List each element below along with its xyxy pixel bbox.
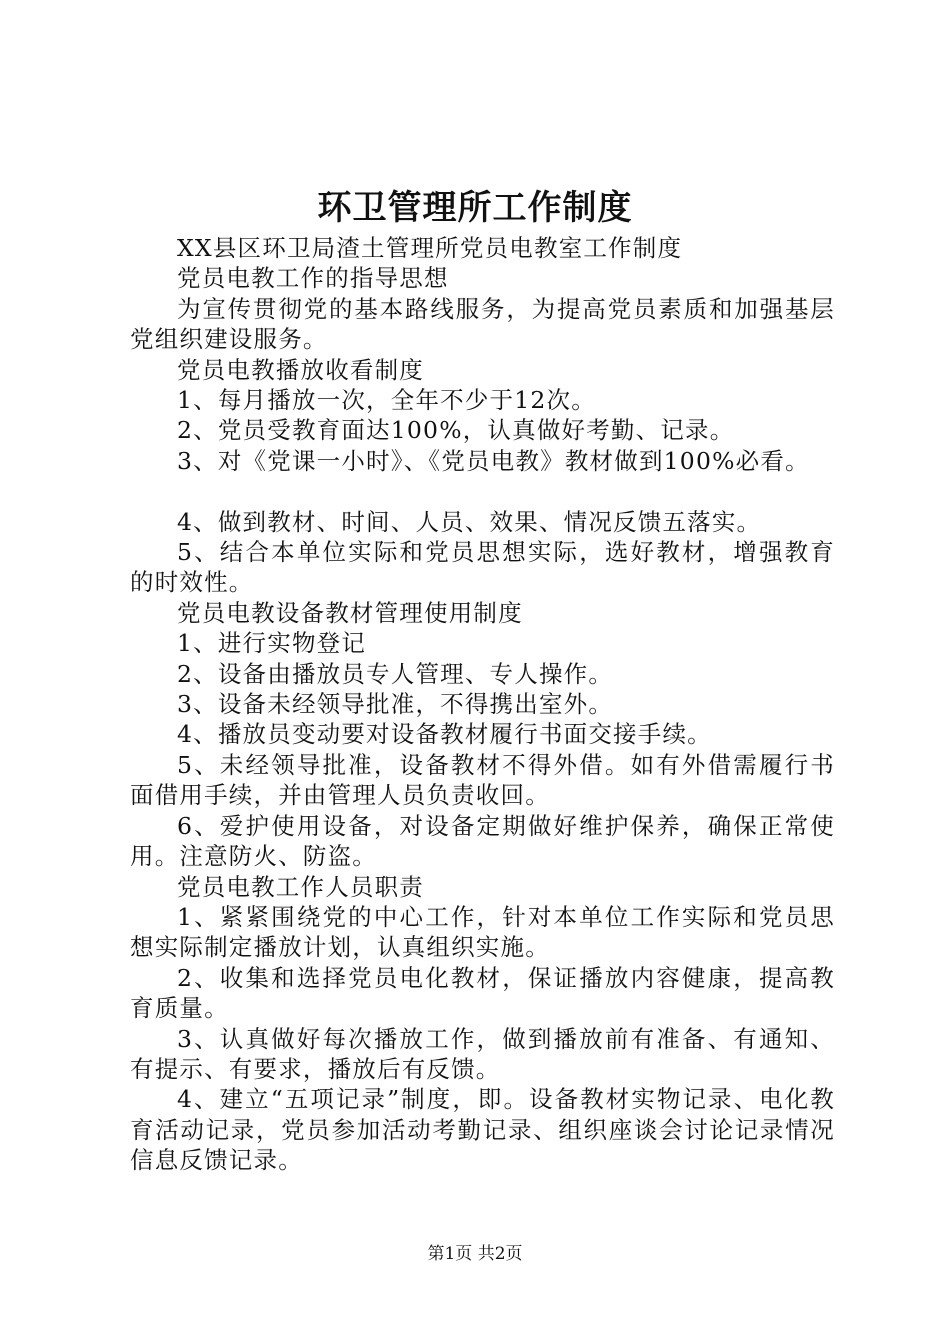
section-heading: 党员电教工作的指导思想 [177,264,449,293]
document-body [130,233,835,1176]
page-number: 第1页 共2页 [427,1244,523,1264]
list-item: 3、认真做好每次播放工作，做到播放前有准备、有通知、有提示、有要求，播放后有反馈。 [130,1024,835,1083]
list-item: 6、爱护使用设备，对设备定期做好维护保养，确保正常使用。注意防火、防盗。 [130,811,835,871]
paragraph: XX县区环卫局渣土管理所党员电教室工作制度 [177,234,683,262]
section-heading: 党员电教工作人员职责 [177,872,424,901]
list-item: 4、建立“五项记录”制度，即。设备教材实物记录、电化教育活动记录，党员参加活动考勤记录、组织座谈会讨论记录情况信息反馈记录。 [130,1085,835,1175]
section-heading: 党员电教播放收看制度 [177,355,424,384]
paragraph: 为宣传贯彻党的基本路线服务，为提高党员素质和加强基层党组织建设服务。 [130,294,835,354]
list-item: 1、紧紧围绕党的中心工作，针对本单位工作实际和党员思想实际制定播放计划，认真组织实施。 [130,902,835,962]
list-item: 2、党员受教育面达100%，认真做好考勤、记录。 [177,416,735,445]
list-item: 3、设备未经领导批准，不得携出室外。 [177,690,614,719]
blank-line [130,476,835,506]
list-item: 2、收集和选择党员电化教材，保证播放内容健康，提高教育质量。 [130,963,835,1023]
list-item: 5、结合本单位实际和党员思想实际，选好教材，增强教育的时效性。 [130,538,835,597]
list-item: 1、进行实物登记 [177,629,367,658]
list-item: 5、未经领导批准，设备教材不得外借。如有外借需履行书面借用手续，并由管理人员负责收回。 [130,750,835,810]
list-item: 4、做到教材、时间、人员、效果、情况反馈五落实。 [177,507,762,536]
list-item: 3、对《党课一小时》、《党员电教》教材做到100%必看。 [177,446,810,475]
list-item: 4、播放员变动要对设备教材履行书面交接手续。 [177,720,712,749]
document-title: 环卫管理所工作制度 [317,188,633,228]
section-heading: 党员电教设备教材管理使用制度 [177,598,523,627]
list-item: 2、设备由播放员专人管理、专人操作。 [177,659,614,688]
list-item: 1、每月播放一次，全年不少于12次。 [177,386,596,415]
